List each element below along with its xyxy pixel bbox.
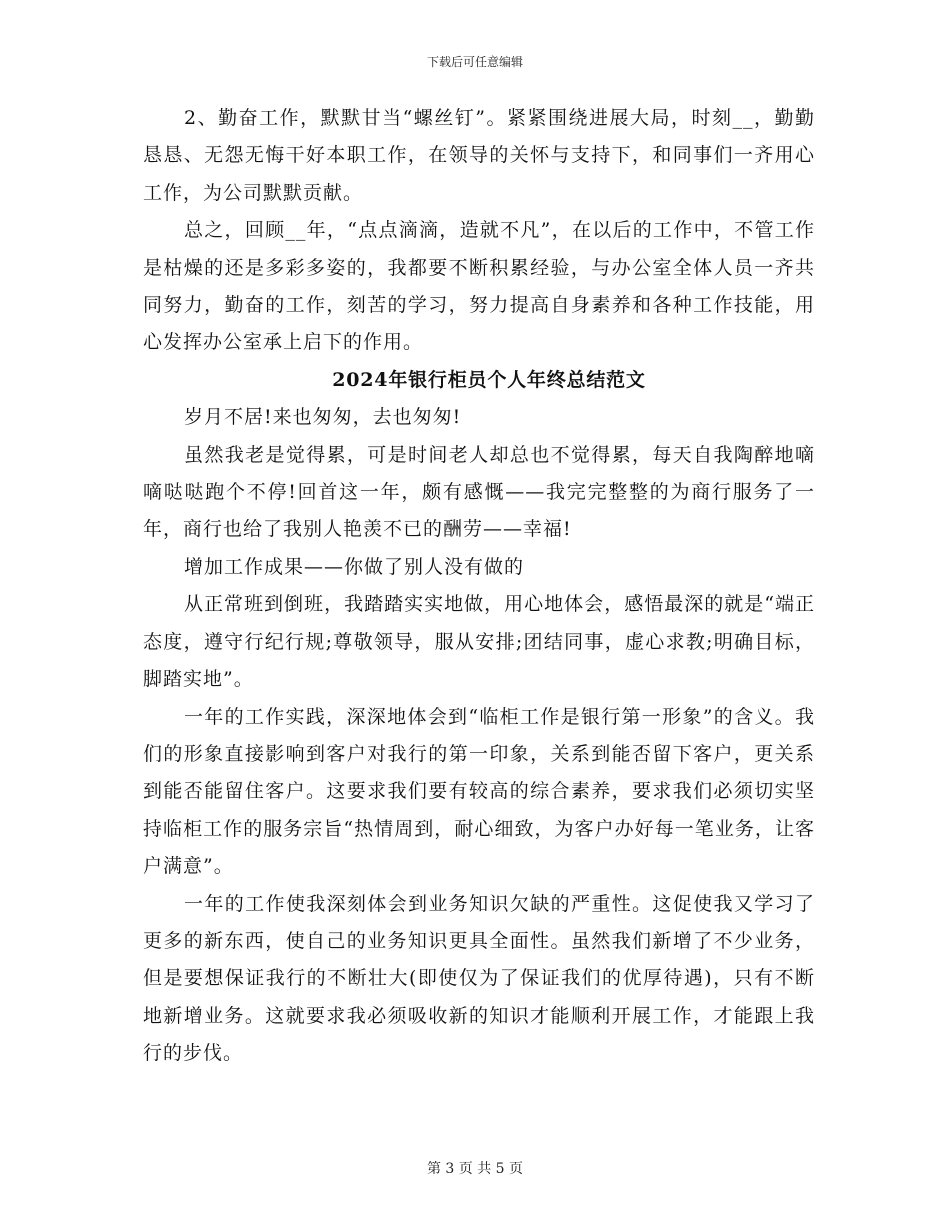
page-footer: 第 3 页 共 5 页 [426,1161,524,1177]
paragraph: 岁月不居!来也匆匆，去也匆匆! [184,406,462,429]
paragraph: 2、勤奋工作，默默甘当“螺丝钉”。紧紧围绕进展大局，时刻__，勤勤恳恳、无怨无悔干好本职工作，在领导的关怀与支持下，和同事们一齐用心工作，为公司默默贡献。 [143,107,815,204]
paragraph: 总之，回顾__年，“点点滴滴，造就不凡”，在以后的工作中，不管工作是枯燥的还是多彩多姿的，我都要不断积累经验，与办公室全体人员一齐共同努力，勤奋的工作，刻苦的学习，努力提高自身素养和各种工作技能，用心发挥办公室承上启下的作用。 [143,219,815,354]
paragraph: 增加工作成果——你做了别人没有做的 [184,555,525,578]
document-body [143,100,815,1073]
paragraph: 从正常班到倒班，我踏踏实实地做，用心地体会，感悟最深的就是“端正态度，遵守行纪行规;尊敬领导，服从安排;团结同事，虚心求教;明确目标，脚踏实地”。 [143,593,815,691]
paragraph: 一年的工作使我深刻体会到业务知识欠缺的严重性。这促使我又学习了更多的新东西，使自己的业务知识更具全面性。虽然我们新增了不少业务，但是要想保证我行的不断壮大(即使仅为了保证我们的优厚待遇)，只有不断地新增业务。这就要求我必须吸收新的知识才能顺利开展工作，才能跟上我行的步伐。 [143,892,815,1065]
section-title: 2024年银行柜员个人年终总结范文 [332,368,646,391]
paragraph: 虽然我老是觉得累，可是时间老人却总也不觉得累，每天自我陶醉地嘀嘀哒哒跑个不停!回首这一年，颇有感慨——我完完整整的为商行服务了一年，商行也给了我别人艳羡不已的酬劳——幸福! [143,443,815,541]
page-header: 下载后可任意编辑 [426,55,523,69]
paragraph: 一年的工作实践，深深地体会到“临柜工作是银行第一形象”的含义。我们的形象直接影响到客户对我行的第一印象，关系到能否留下客户，更关系到能否能留住客户。这要求我们要有较高的综合素养，要求我们必须切实坚持临柜工作的服务宗旨“热情周到，耐心细致，为客户办好每一笔业务，让客户满意”。 [143,705,815,878]
